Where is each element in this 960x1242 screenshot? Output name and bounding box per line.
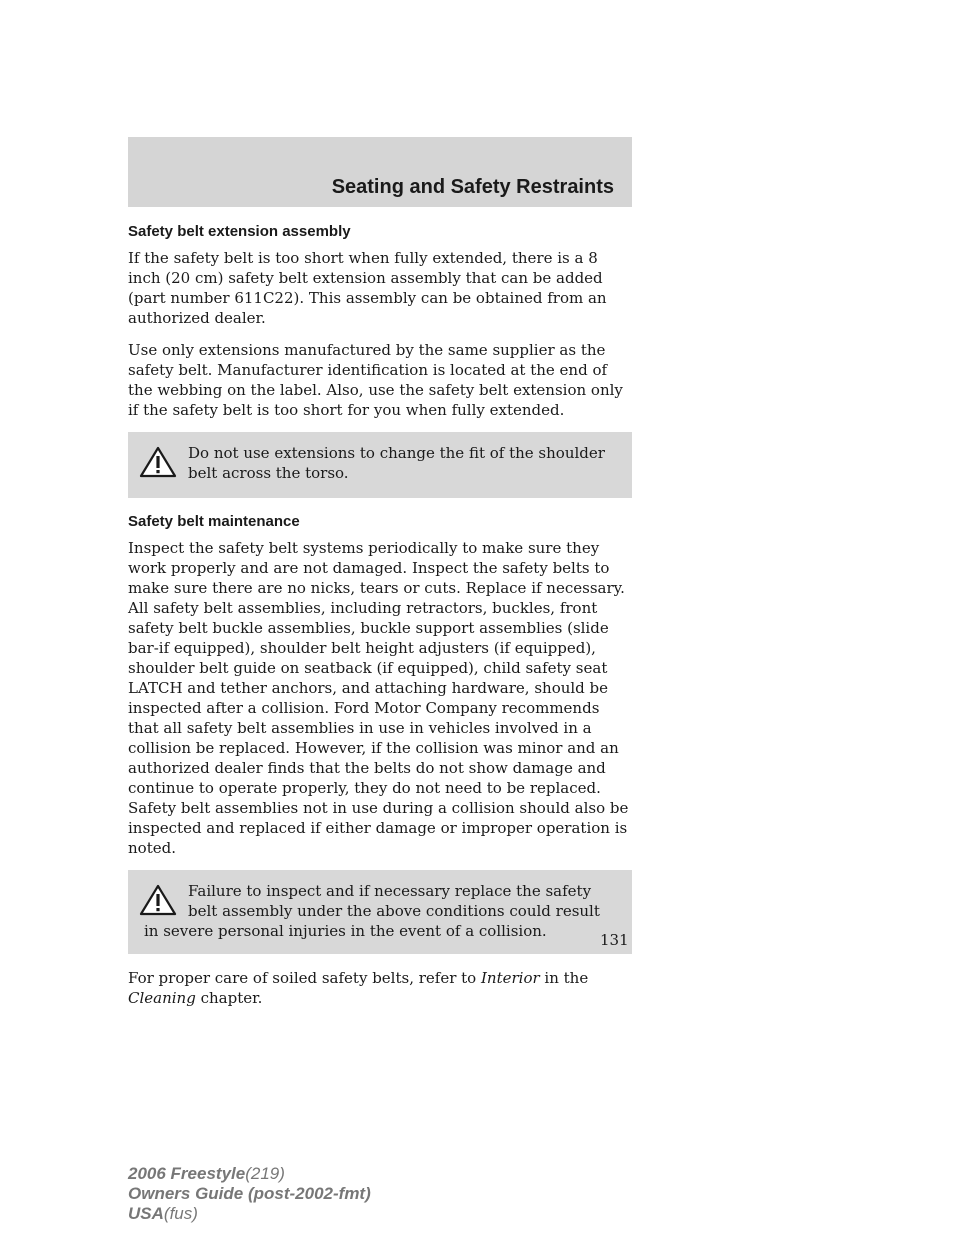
paragraph-maintenance-1: Inspect the safety belt systems periodically to make sure they work properly and are not damaged. Inspect the safety belts to make sure there are no nicks, tears or cuts. Replace if necessary. All safety belt assemblies, including retractors, buckles, front safety belt buckle assemblies, buckle support assemblies (slide bar-if equipped), shoulder belt height adjusters (if equipped), shoulder belt guide on seatback (if equipped), child safety seat LATCH and tether anchors, and attaching hardware, should be inspected after a collision. Ford Motor Company recommends that all safety belt assemblies in use in vehicles involved in a collision be replaced. However, if the collision was minor and an authorized dealer finds that the belts do not show damage and continue to operate properly, they do not need to be replaced. Safety belt assemblies not in use during a collision should also be inspected and replaced if either damage or improper operation is noted. [128, 539, 629, 857]
chapter-title: Seating and Safety Restraints [331, 176, 614, 198]
care-text-mid: in the [539, 969, 589, 987]
warning-text-extension: Do not use extensions to change the fit of the shoulder belt across the torso. [188, 444, 605, 482]
footer-line-1 [128, 1164, 371, 1184]
document-footer [128, 1164, 371, 1224]
page-number: 131 [600, 931, 629, 949]
care-reference-cleaning: Cleaning [128, 989, 196, 1007]
care-text-suffix: chapter. [195, 989, 263, 1007]
footer-line-2 [128, 1184, 371, 1204]
footer-market-code: (fus) [163, 1204, 198, 1223]
section-heading-extension: Safety belt extension assembly [128, 223, 351, 240]
paragraph-extension-2: Use only extensions manufactured by the same supplier as the safety belt. Manufacturer identification is located at the end of the webbing on the label. Also, use the safety belt extension only if the safety belt is too short for you when fully extended. [128, 341, 623, 419]
paragraph-care [128, 968, 632, 1008]
warning-triangle-icon [138, 445, 178, 479]
footer-line-3 [128, 1204, 371, 1224]
care-reference-interior: Interior [480, 969, 540, 987]
chapter-header-band [128, 137, 632, 207]
page-content [128, 222, 632, 1020]
warning-text-maintenance: Failure to inspect and if necessary replace the safety belt assembly under the above conditions could result in severe personal injuries in the event of a collision. [144, 882, 600, 940]
footer-guide: Owners Guide (post-2002-fmt) [128, 1184, 371, 1203]
footer-model-code: (219) [245, 1164, 285, 1183]
warning-box-extension [128, 432, 632, 498]
section-heading-maintenance: Safety belt maintenance [128, 513, 300, 530]
warning-triangle-icon [138, 883, 178, 917]
warning-box-maintenance [128, 870, 632, 954]
paragraph-extension-1: If the safety belt is too short when fully extended, there is a 8 inch (20 cm) safety belt extension assembly that can be added (part number 611C22). This assembly can be obtained from an authorized dealer. [128, 249, 607, 327]
footer-model: 2006 Freestyle [128, 1164, 246, 1183]
care-text-prefix: For proper care of soiled safety belts, refer to [128, 969, 481, 987]
footer-market: USA [128, 1204, 164, 1223]
